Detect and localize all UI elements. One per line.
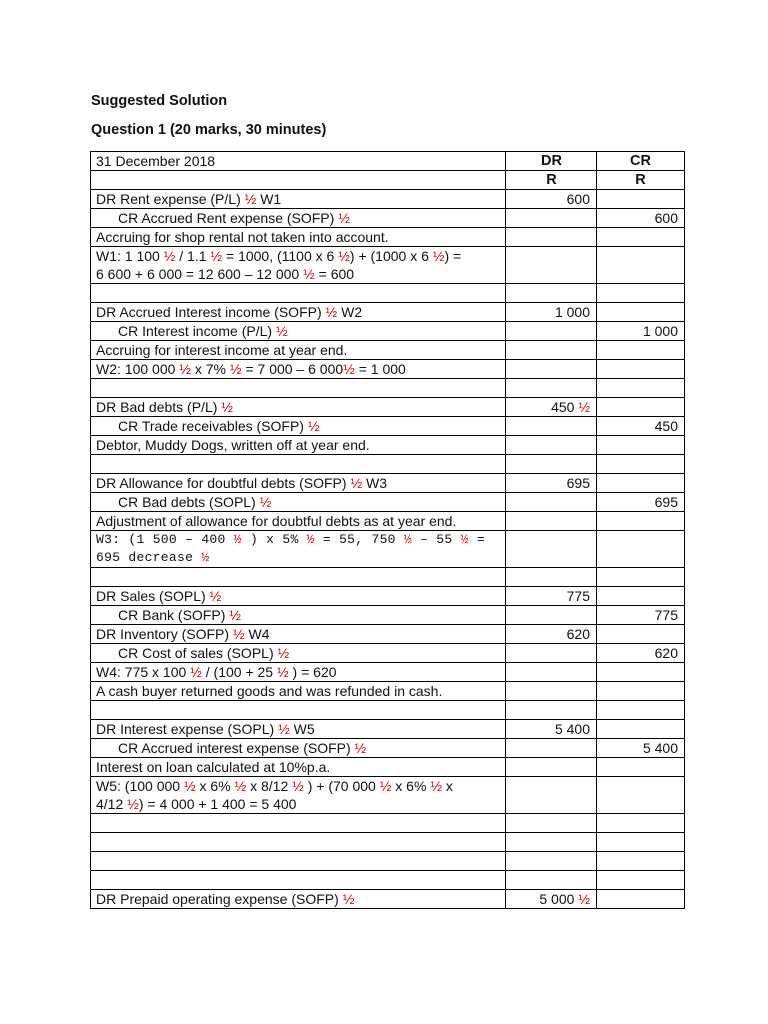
cr-amount: 775 (654, 607, 678, 623)
text-run: = 600 (314, 266, 355, 282)
text-run: W1 (256, 191, 282, 207)
text-run: 4/12 (96, 796, 128, 812)
cr-cell (597, 739, 685, 758)
text-run: DR Interest expense (SOPL) (96, 721, 279, 737)
dr-cell (506, 814, 597, 833)
cr-cell (597, 512, 685, 531)
cr-cell (597, 833, 685, 852)
half-mark: ½ (209, 588, 222, 604)
journal-row (91, 531, 685, 568)
cr-cell (597, 531, 685, 568)
cr-cell (597, 247, 685, 284)
cr-cell (597, 758, 685, 777)
journal-row (91, 663, 685, 682)
dr-cell (506, 833, 597, 852)
journal-row (91, 228, 685, 247)
blank-row (91, 379, 685, 398)
description-cell (91, 739, 506, 758)
dr-cell (506, 209, 597, 228)
cr-cell (597, 568, 685, 587)
dr-cell (506, 890, 597, 909)
half-mark: ½ (234, 778, 247, 794)
description-cell (91, 758, 506, 777)
description-cell (91, 625, 506, 644)
half-mark: ½ (343, 361, 355, 377)
cr-cell (597, 720, 685, 739)
blank-row (91, 455, 685, 474)
text-run: W4: 775 x 100 (96, 664, 191, 680)
cr-cell (597, 663, 685, 682)
text-run: ) + (1000 x 6 (349, 248, 433, 264)
cr-cell (597, 474, 685, 493)
description-cell (91, 606, 506, 625)
cr-cell (597, 701, 685, 720)
text-run: CR Trade receivables (SOFP) (118, 418, 308, 434)
cr-cell (597, 644, 685, 663)
cr-cell (597, 379, 685, 398)
cr-header: CR (597, 152, 685, 171)
dr-cell (506, 720, 597, 739)
half-mark: ½ (276, 664, 289, 680)
dr-amount: 450 (551, 399, 579, 415)
text-run: W2 (337, 304, 363, 320)
description-cell (91, 303, 506, 322)
text-run: Accruing for shop rental not taken into account. (96, 229, 389, 245)
description-cell (91, 379, 506, 398)
dr-cell (506, 871, 597, 890)
text-run: x 8/12 (246, 778, 293, 794)
dr-amount: 620 (566, 626, 590, 642)
description-cell (91, 493, 506, 512)
text-run: DR Inventory (SOFP) (96, 626, 233, 642)
dr-cell (506, 474, 597, 493)
journal-row (91, 625, 685, 644)
half-mark: ½ (275, 323, 288, 339)
dr-cell (506, 398, 597, 417)
text-run: x (442, 778, 453, 794)
blank-row (91, 284, 685, 303)
text-run: ) + (70 000 (303, 778, 380, 794)
table-header-row (91, 152, 685, 171)
description-cell (91, 777, 506, 814)
blank-row (91, 568, 685, 587)
half-mark: ½ (403, 532, 412, 547)
journal-row (91, 606, 685, 625)
dr-cell (506, 360, 597, 379)
dr-cell (506, 531, 597, 568)
half-mark: ½ (342, 891, 355, 907)
description-cell (91, 360, 506, 379)
text-run: = 7 000 – 6 000 (241, 361, 344, 377)
cr-cell (597, 606, 685, 625)
text-run: DR Allowance for doubtful debts (SOFP) (96, 475, 351, 491)
journal-row (91, 190, 685, 209)
cr-cell (597, 284, 685, 303)
dr-cell (506, 739, 597, 758)
description-cell (91, 455, 506, 474)
dr-currency: R (506, 171, 597, 190)
half-mark: ½ (460, 532, 469, 547)
text-run: W3: (1 500 – 400 (96, 532, 234, 547)
description-cell (91, 663, 506, 682)
journal-row (91, 644, 685, 663)
cr-cell (597, 871, 685, 890)
half-mark: ½ (338, 210, 350, 226)
half-mark: ½ (233, 532, 242, 547)
half-mark: ½ (277, 645, 290, 661)
dr-amount: 5 400 (554, 721, 590, 737)
text-run: x 6% (391, 778, 431, 794)
journal-row (91, 474, 685, 493)
half-mark: ½ (578, 891, 590, 907)
half-mark: ½ (338, 248, 350, 264)
half-mark: ½ (303, 266, 315, 282)
cr-cell (597, 814, 685, 833)
text-run: ) = 4 000 + 1 400 = 5 400 (138, 796, 297, 812)
text-run: CR Cost of sales (SOPL) (118, 645, 278, 661)
dr-cell (506, 417, 597, 436)
journal-row (91, 587, 685, 606)
description-cell (91, 568, 506, 587)
currency-blank-cell (91, 171, 506, 190)
text-run: CR Accrued interest expense (SOFP) (118, 740, 355, 756)
text-run: Accruing for interest income at year end. (96, 342, 348, 358)
text-run: / (100 + 25 (201, 664, 277, 680)
half-mark: ½ (221, 399, 233, 415)
description-cell (91, 474, 506, 493)
dr-amount: 775 (566, 588, 590, 604)
dr-cell (506, 587, 597, 606)
half-mark: ½ (430, 778, 442, 794)
cr-cell (597, 852, 685, 871)
dr-cell (506, 190, 597, 209)
journal-row (91, 398, 685, 417)
half-mark: ½ (163, 248, 176, 264)
cr-cell (597, 341, 685, 360)
cr-cell (597, 890, 685, 909)
description-cell (91, 814, 506, 833)
dr-cell (506, 644, 597, 663)
cr-amount: 695 (654, 494, 678, 510)
description-cell (91, 833, 506, 852)
cr-amount: 5 400 (642, 740, 678, 756)
journal-row (91, 303, 685, 322)
cr-cell (597, 303, 685, 322)
journal-row (91, 739, 685, 758)
half-mark: ½ (379, 778, 392, 794)
text-run: 6 600 + 6 000 = 12 600 – 12 000 (96, 266, 304, 282)
dr-cell (506, 455, 597, 474)
half-mark: ½ (232, 626, 245, 642)
text-run: A cash buyer returned goods and was refunded in cash. (96, 683, 443, 699)
cr-amount: 1 000 (642, 323, 678, 339)
journal-row (91, 512, 685, 531)
description-cell (91, 436, 506, 455)
cr-amount: 450 (654, 418, 678, 434)
half-mark: ½ (210, 248, 223, 264)
description-cell (91, 341, 506, 360)
half-mark: ½ (354, 740, 367, 756)
text-run: DR Prepaid operating expense (SOFP) (96, 891, 343, 907)
journal-row (91, 720, 685, 739)
journal-row (91, 341, 685, 360)
date-header: 31 December 2018 (91, 152, 506, 171)
description-cell (91, 720, 506, 739)
text-run: ) = 620 (288, 664, 337, 680)
half-mark: ½ (350, 475, 363, 491)
text-run: = (468, 532, 485, 547)
page-title: Suggested Solution (91, 93, 228, 109)
half-mark: ½ (179, 361, 191, 377)
half-mark: ½ (229, 361, 242, 377)
description-cell (91, 682, 506, 701)
cr-cell (597, 625, 685, 644)
description-cell (91, 512, 506, 531)
journal-row (91, 209, 685, 228)
text-run: DR Sales (SOPL) (96, 588, 210, 604)
half-mark: ½ (292, 778, 304, 794)
journal-row (91, 682, 685, 701)
description-cell (91, 644, 506, 663)
dr-cell (506, 341, 597, 360)
text-run: CR Accrued Rent expense (SOFP) (118, 210, 339, 226)
half-mark: ½ (325, 304, 338, 320)
journal-row (91, 890, 685, 909)
cr-cell (597, 190, 685, 209)
dr-cell (506, 777, 597, 814)
dr-cell (506, 284, 597, 303)
description-cell (91, 871, 506, 890)
journal-row (91, 777, 685, 814)
half-mark: ½ (190, 664, 202, 680)
text-run: 695 decrease (96, 550, 202, 565)
text-run: W2: 100 000 (96, 361, 180, 377)
journal-row (91, 322, 685, 341)
cr-cell (597, 777, 685, 814)
dr-amount: 1 000 (554, 304, 590, 320)
text-run: Debtor, Muddy Dogs, written off at year end. (96, 437, 370, 453)
description-cell (91, 322, 506, 341)
text-run: / 1.1 (175, 248, 211, 264)
description-cell (91, 890, 506, 909)
half-mark: ½ (306, 532, 315, 547)
text-run: CR Interest income (P/L) (118, 323, 276, 339)
blank-row (91, 852, 685, 871)
dr-amount: 695 (566, 475, 590, 491)
text-run: Interest on loan calculated at 10%p.a. (96, 759, 331, 775)
dr-cell (506, 303, 597, 322)
cr-cell (597, 436, 685, 455)
cr-amount: 600 (654, 210, 678, 226)
text-run: x 7% (190, 361, 230, 377)
cr-cell (597, 417, 685, 436)
text-run: ) x 5% (241, 532, 307, 547)
dr-cell (506, 379, 597, 398)
text-run: W5: (100 000 (96, 778, 184, 794)
cr-cell (597, 455, 685, 474)
text-run: ) = (444, 248, 462, 264)
text-run: W3 (362, 475, 388, 491)
text-run: x 6% (195, 778, 235, 794)
journal-row (91, 493, 685, 512)
description-cell (91, 531, 506, 568)
text-run: W1: 1 100 (96, 248, 164, 264)
text-run: W5 (289, 721, 315, 737)
journal-body (91, 190, 685, 909)
half-mark: ½ (127, 796, 139, 812)
description-cell (91, 701, 506, 720)
text-run: CR Bad debts (SOPL) (118, 494, 260, 510)
dr-header: DR (506, 152, 597, 171)
blank-row (91, 701, 685, 720)
text-run: DR Rent expense (P/L) (96, 191, 245, 207)
text-run: – 55 (412, 532, 461, 547)
journal-row (91, 417, 685, 436)
dr-cell (506, 625, 597, 644)
half-mark: ½ (244, 191, 257, 207)
blank-row (91, 871, 685, 890)
description-cell (91, 209, 506, 228)
cr-currency: R (597, 171, 685, 190)
cr-cell (597, 322, 685, 341)
currency-row (91, 171, 685, 190)
dr-cell (506, 663, 597, 682)
dr-amount: 5 000 (539, 891, 579, 907)
half-mark: ½ (201, 550, 210, 565)
journal-row (91, 360, 685, 379)
dr-cell (506, 606, 597, 625)
text-run: CR Bank (SOFP) (118, 607, 230, 623)
cr-cell (597, 587, 685, 606)
half-mark: ½ (259, 494, 272, 510)
text-run: = 1000, (1100 x 6 (222, 248, 339, 264)
half-mark: ½ (183, 778, 196, 794)
description-cell (91, 417, 506, 436)
half-mark: ½ (229, 607, 241, 623)
dr-cell (506, 852, 597, 871)
dr-cell (506, 568, 597, 587)
blank-row (91, 833, 685, 852)
description-cell (91, 398, 506, 417)
cr-cell (597, 493, 685, 512)
question-title: Question 1 (20 marks, 30 minutes) (91, 122, 327, 138)
journal-table (90, 151, 685, 909)
text-run: = 1 000 (354, 361, 406, 377)
dr-cell (506, 701, 597, 720)
journal-row (91, 758, 685, 777)
description-cell (91, 587, 506, 606)
cr-cell (597, 398, 685, 417)
cr-cell (597, 228, 685, 247)
cr-cell (597, 360, 685, 379)
text-run: DR Bad debts (P/L) (96, 399, 222, 415)
dr-amount: 600 (566, 191, 590, 207)
dr-cell (506, 436, 597, 455)
description-cell (91, 852, 506, 871)
description-cell (91, 190, 506, 209)
blank-row (91, 814, 685, 833)
text-run: W4 (244, 626, 270, 642)
half-mark: ½ (432, 248, 445, 264)
text-run: = 55, 750 (314, 532, 404, 547)
dr-cell (506, 493, 597, 512)
description-cell (91, 228, 506, 247)
description-cell (91, 284, 506, 303)
cr-cell (597, 682, 685, 701)
cr-cell (597, 209, 685, 228)
dr-cell (506, 247, 597, 284)
dr-cell (506, 758, 597, 777)
dr-cell (506, 512, 597, 531)
cr-amount: 620 (654, 645, 678, 661)
half-mark: ½ (578, 399, 590, 415)
half-mark: ½ (307, 418, 320, 434)
text-run: Adjustment of allowance for doubtful debts as at year end. (96, 513, 457, 529)
text-run: DR Accrued Interest income (SOFP) (96, 304, 326, 320)
journal-row (91, 436, 685, 455)
dr-cell (506, 682, 597, 701)
dr-cell (506, 322, 597, 341)
description-cell (91, 247, 506, 284)
journal-row (91, 247, 685, 284)
dr-cell (506, 228, 597, 247)
half-mark: ½ (278, 721, 290, 737)
